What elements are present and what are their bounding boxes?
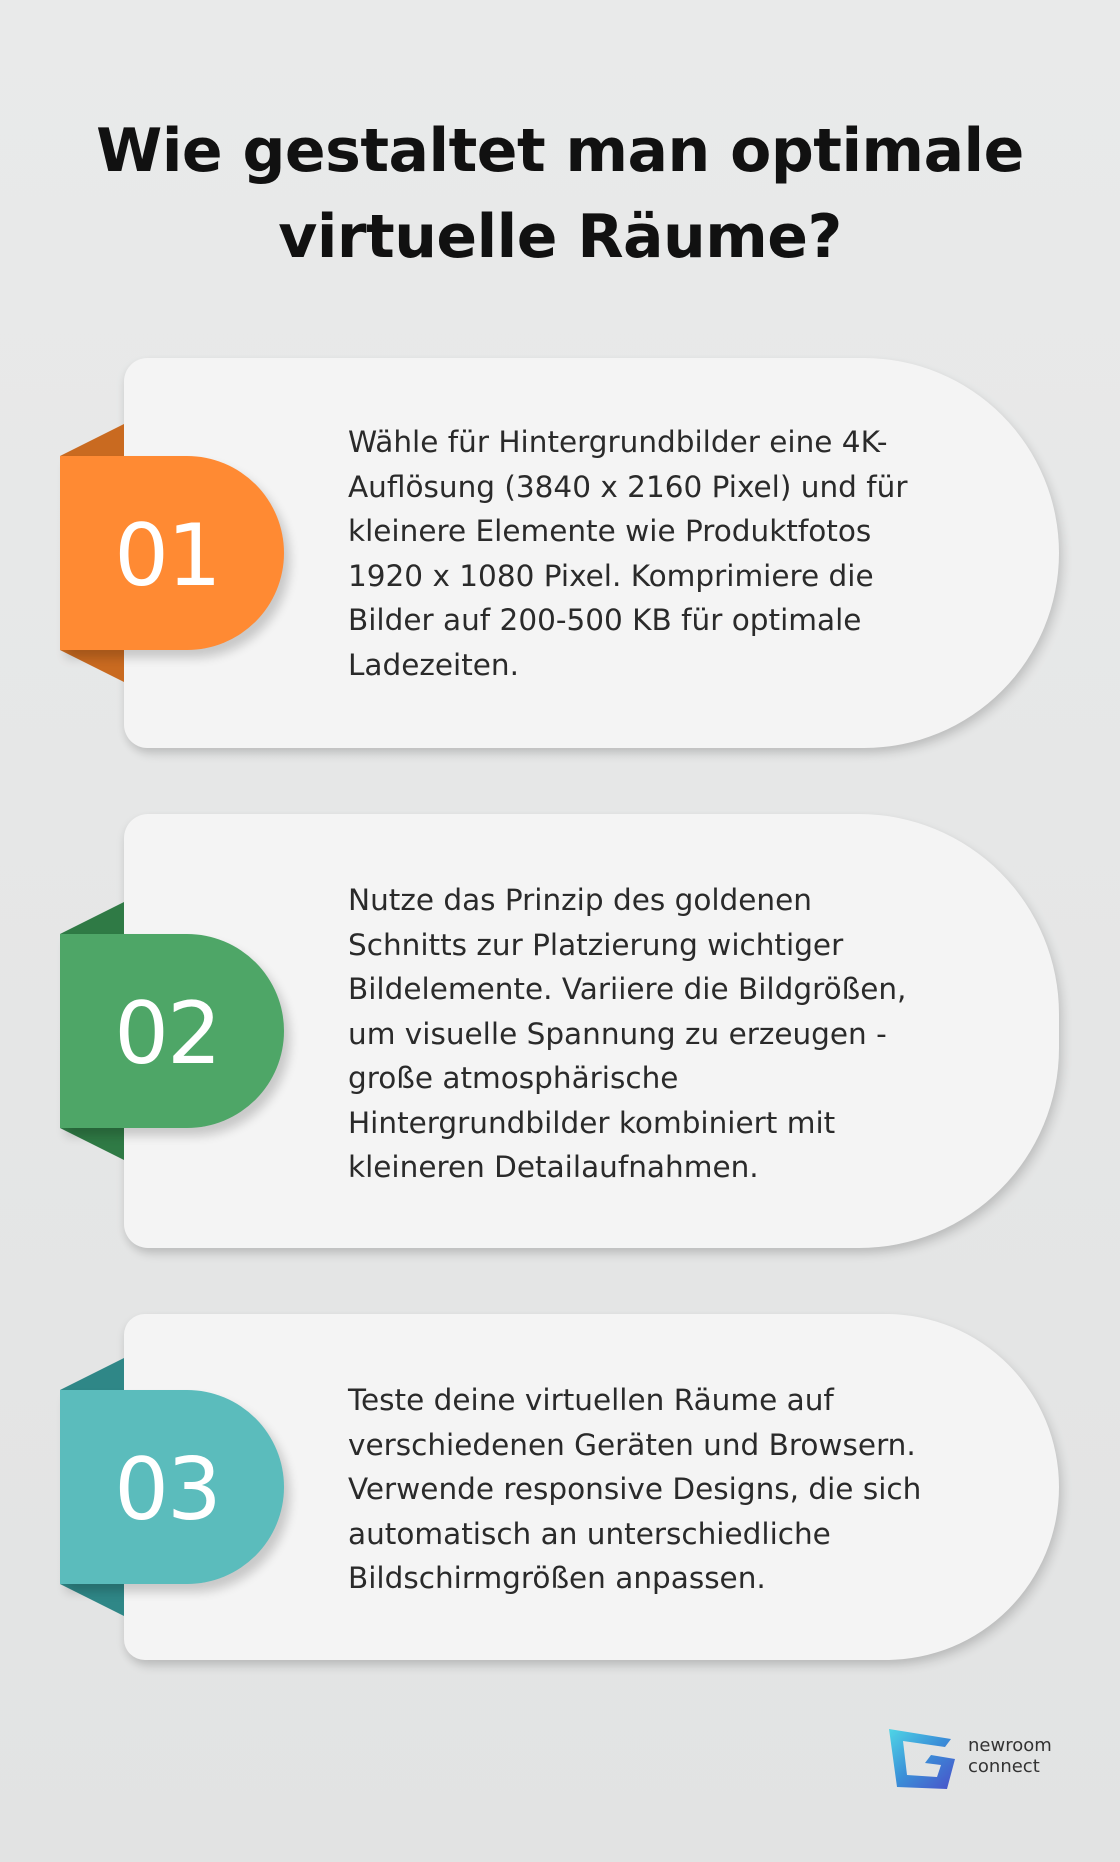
brand-name [968,1735,1052,1777]
step-number: 03 [114,1440,220,1540]
text-line: Bilder auf 200-500 KB für optimale [348,603,862,637]
text-line: Bildelemente. Variiere die Bildgrößen, [348,972,907,1006]
newroom-connect-logo-icon [885,1725,957,1797]
page-title [60,108,1060,280]
fold-top-icon [60,424,124,456]
step-text [348,878,938,1190]
step-number: 02 [114,984,220,1084]
text-line: Teste deine virtuellen Räume auf [348,1383,834,1417]
text-line: Nutze das Prinzip des goldenen [348,883,812,917]
step-text [348,1378,938,1601]
brand-line-2: connect [968,1756,1040,1777]
fold-bottom-icon [60,1128,124,1160]
fold-top-icon [60,1358,124,1390]
fold-top-icon [60,902,124,934]
brand-line-1: newroom [968,1735,1052,1756]
step-number: 01 [114,506,220,606]
text-line: kleineren Detailaufnahmen. [348,1150,759,1184]
step-number-badge [60,456,284,650]
text-line: große atmosphärische [348,1061,679,1095]
fold-bottom-icon [60,650,124,682]
title-line-1: Wie gestaltet man optimale [96,116,1024,186]
text-line: um visuelle Spannung zu erzeugen - [348,1016,887,1051]
step-number-badge [60,934,284,1128]
text-line: 1920 x 1080 Pixel. Komprimiere die [348,558,874,593]
step-text [348,420,938,687]
text-line: Auflösung (3840 x 2160 Pixel) und für [348,469,908,504]
text-line: automatisch an unterschiedliche [348,1516,831,1551]
text-line: Ladezeiten. [348,647,520,682]
title-line-2: virtuelle Räume? [278,202,842,272]
text-line: Hintergrundbilder kombiniert mit [348,1105,836,1140]
brand-logo [885,1725,1065,1800]
text-line: Verwende responsive Designs, die sich [348,1472,922,1506]
step-number-badge [60,1390,284,1584]
text-line: Wähle für Hintergrundbilder eine 4K- [348,425,888,459]
text-line: verschiedenen Geräten und Browsern. [348,1427,916,1462]
fold-bottom-icon [60,1584,124,1616]
text-line: Bildschirmgrößen anpassen. [348,1561,766,1595]
text-line: Schnitts zur Platzierung wichtiger [348,927,844,962]
text-line: kleinere Elemente wie Produktfotos [348,514,872,548]
